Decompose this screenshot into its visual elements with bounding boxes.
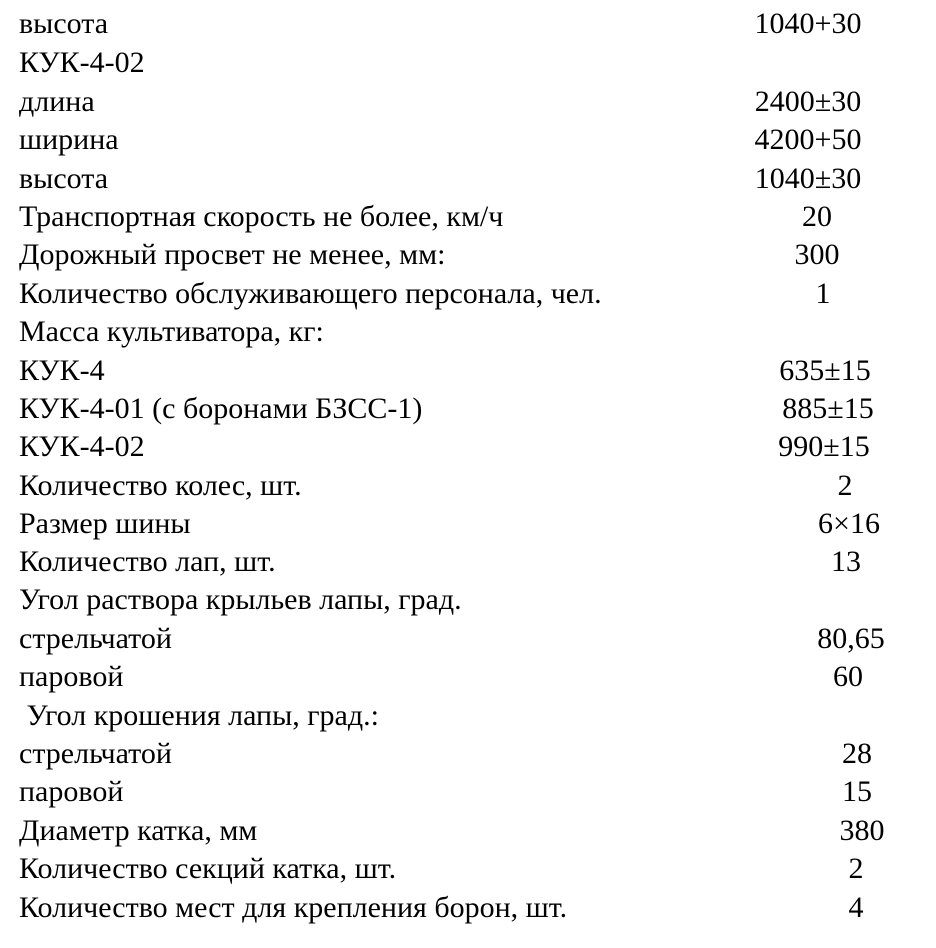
spec-label: Количество колес, шт. bbox=[19, 469, 302, 502]
spec-label: стрельчатой bbox=[19, 737, 172, 770]
spec-row bbox=[0, 620, 936, 658]
spec-label: паровой bbox=[19, 775, 124, 808]
spec-label: Количество обслуживающего персонала, чел. bbox=[19, 277, 602, 310]
spec-label: высота bbox=[19, 162, 109, 195]
spec-value: 60 bbox=[833, 660, 863, 693]
spec-value: 28 bbox=[842, 737, 872, 770]
spec-label: КУК-4 bbox=[19, 354, 105, 387]
spec-row bbox=[0, 236, 936, 274]
spec-row bbox=[0, 198, 936, 236]
spec-row bbox=[0, 44, 936, 82]
spec-label: Масса культиватора, кг: bbox=[19, 315, 324, 348]
spec-row bbox=[0, 275, 936, 313]
spec-label: паровой bbox=[19, 660, 124, 693]
spec-row bbox=[0, 467, 936, 505]
spec-label: длина bbox=[19, 85, 95, 118]
spec-value: 4 bbox=[848, 891, 864, 924]
spec-row bbox=[0, 5, 936, 43]
spec-value: 2 bbox=[837, 469, 853, 502]
spec-value: 15 bbox=[842, 775, 872, 808]
spec-label: Диаметр катка, мм bbox=[19, 814, 258, 847]
spec-row bbox=[0, 83, 936, 121]
spec-row bbox=[0, 543, 936, 581]
spec-label: КУК-4-02 bbox=[19, 430, 145, 463]
spec-value: 1040+30 bbox=[754, 7, 862, 40]
spec-value: 80,65 bbox=[817, 622, 885, 655]
spec-row bbox=[0, 735, 936, 773]
spec-row bbox=[0, 812, 936, 850]
spec-value: 1040±30 bbox=[754, 162, 862, 195]
spec-row bbox=[0, 850, 936, 888]
spec-row bbox=[0, 697, 936, 735]
spec-label: КУК-4-01 (с боронами БЗСС-1) bbox=[19, 392, 423, 425]
spec-row bbox=[0, 428, 936, 466]
spec-label: Транспортная скорость не более, км/ч bbox=[19, 200, 504, 233]
spec-row bbox=[0, 160, 936, 198]
spec-value: 4200+50 bbox=[754, 123, 862, 156]
spec-value: 20 bbox=[802, 200, 832, 233]
spec-label: Угол крошения лапы, град.: bbox=[19, 699, 379, 732]
spec-label: КУК-4-02 bbox=[19, 46, 145, 79]
spec-row bbox=[0, 773, 936, 811]
spec-value: 885±15 bbox=[782, 392, 874, 425]
spec-value: 2400±30 bbox=[754, 85, 862, 118]
spec-row bbox=[0, 313, 936, 351]
spec-value: 1 bbox=[815, 277, 831, 310]
spec-row bbox=[0, 390, 936, 428]
spec-row bbox=[0, 889, 936, 927]
spec-row bbox=[0, 352, 936, 390]
spec-value: 990±15 bbox=[778, 430, 870, 463]
spec-label: высота bbox=[19, 7, 109, 40]
spec-value: 6×16 bbox=[818, 507, 880, 540]
spec-row bbox=[0, 121, 936, 159]
spec-label: Количество мест для крепления борон, шт. bbox=[19, 891, 568, 924]
spec-row bbox=[0, 658, 936, 696]
spec-value: 13 bbox=[831, 545, 861, 578]
spec-value: 635±15 bbox=[779, 354, 871, 387]
spec-label: Дорожный просвет не менее, мм: bbox=[19, 238, 446, 271]
spec-label: ширина bbox=[19, 123, 119, 156]
spec-label: стрельчатой bbox=[19, 622, 172, 655]
spec-label: Количество секций катка, шт. bbox=[19, 852, 397, 885]
spec-row bbox=[0, 581, 936, 619]
spec-value: 2 bbox=[848, 852, 864, 885]
spec-label: Угол раствора крыльев лапы, град. bbox=[19, 583, 462, 616]
spec-label: Количество лап, шт. bbox=[19, 545, 276, 578]
spec-value: 300 bbox=[794, 238, 840, 271]
spec-label: Размер шины bbox=[19, 507, 191, 540]
spec-value: 380 bbox=[839, 814, 885, 847]
spec-row bbox=[0, 505, 936, 543]
